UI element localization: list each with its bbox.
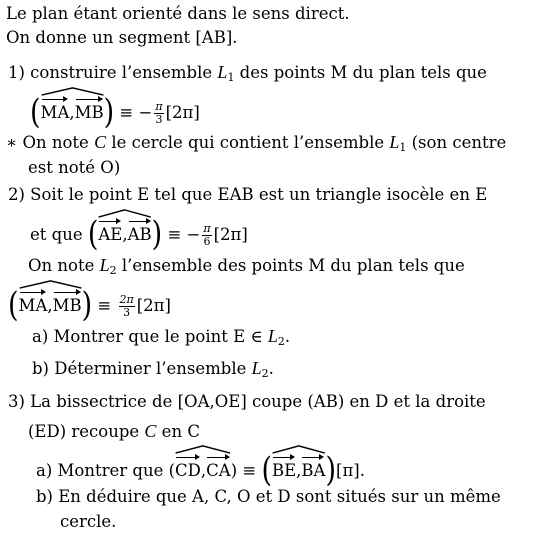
note-line-2: est noté O) bbox=[28, 158, 121, 177]
angle-pair: MA,MB bbox=[41, 94, 104, 124]
q2-l2-definition: On note $L_2$ l’ensemble des points M du plan tels que bbox=[28, 255, 465, 277]
intro-line-2: On donne un segment [AB]. bbox=[6, 28, 238, 47]
q3-part-b-line-1: b) En déduire que A, C, O et D sont situés sur un même bbox=[36, 487, 501, 506]
q2-angle-condition: et que ( AE,AB) ≡ − $\frac{\pi}{6}$ [2π] bbox=[30, 216, 248, 248]
q3-part-b-line-2: cercle. bbox=[60, 512, 117, 531]
intro-line-1: Le plan étant orienté dans le sens direct. bbox=[6, 4, 350, 23]
q1-angle-condition: ( MA,MB) ≡ − $\frac{\pi}{3}$ [2π] bbox=[30, 94, 200, 126]
angle-arc-icon bbox=[41, 87, 104, 96]
q2-l2-angle-condition: ( MA,MB) ≡ $\frac{2\pi}{3}$ [2π] bbox=[8, 287, 171, 319]
note-line-1: ∗ On note C le cercle qui contient l’ensemble $L_1$ (son centre bbox=[6, 132, 507, 154]
q1-statement: 1) construire l’ensemble $L_1$ des points M du plan tels que bbox=[8, 62, 487, 84]
q3-line-2: (ED) recoupe C en C bbox=[28, 421, 200, 441]
angle-arc-icon bbox=[175, 445, 231, 454]
q3-statement: 3) La bissectrice de [OA,OE] coupe (AB) en D et la droite bbox=[8, 392, 486, 411]
q2-part-b: b) Déterminer l’ensemble $L_2$. bbox=[32, 358, 274, 380]
angle-arc-icon bbox=[272, 445, 325, 454]
q2-statement: 2) Soit le point E tel que EAB est un triangle isocèle en E bbox=[8, 185, 488, 204]
q2-part-a: a) Montrer que le point E ∈ $L_2$. bbox=[32, 326, 291, 348]
q3-part-a: a) Montrer que ( CD,CA) ≡ ( BE,BA)[π]. bbox=[36, 452, 365, 482]
angle-arc-icon bbox=[98, 209, 151, 218]
angle-arc-icon bbox=[19, 280, 82, 289]
